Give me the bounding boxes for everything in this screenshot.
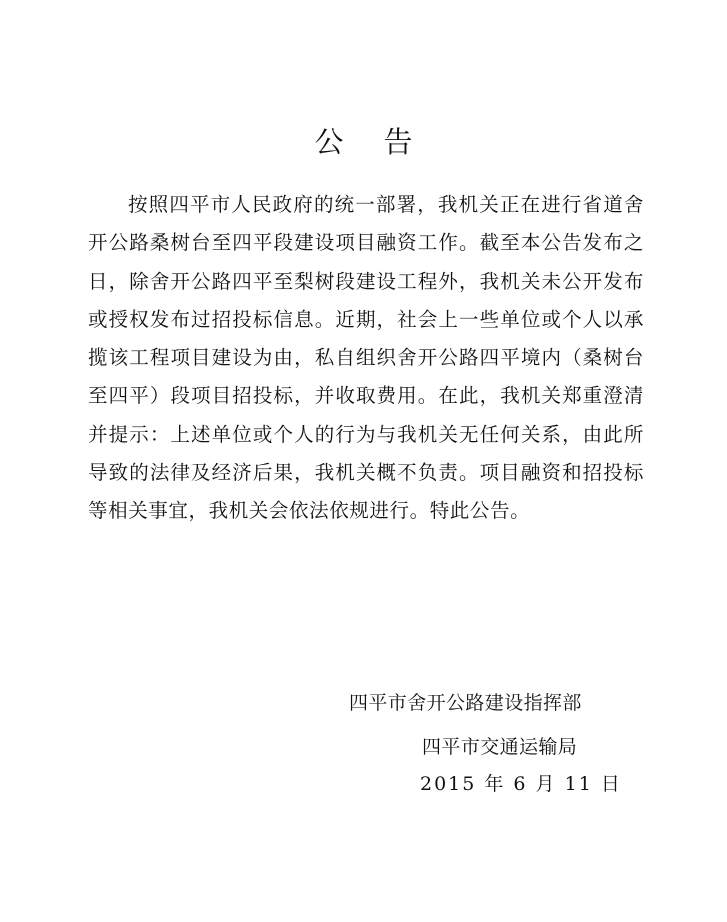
signature-org-1: 四平市舍开公路建设指挥部 (349, 692, 582, 714)
signature-org-2: 四平市交通运输局 (422, 736, 578, 758)
notice-body: 按照四平市人民政府的统一部署，我机关正在进行省道舍开公路桑树台至四平段建设项目融资工作。截至本公告发布之日，除舍开公路四平至梨树段建设工程外，我机关未公开发布或授权发布过招投标信息。近期，社会上一些单位或个人以承揽该工程项目建设为由，私自组织舍开公路四平境内（桑树台至四平）段项目招投标，并收取费用。在此，我机关郑重澄清并提示：上述单位或个人的行为与我机关无任何关系，由此所导致的法律及经济后果，我机关概不负责。项目融资和招投标等相关事宜，我机关会依法依规进行。特此公告。 (88, 193, 644, 523)
notice-title: 公告 (314, 125, 453, 160)
signature-date: 2015 年 6 月 11 日 (420, 773, 622, 795)
